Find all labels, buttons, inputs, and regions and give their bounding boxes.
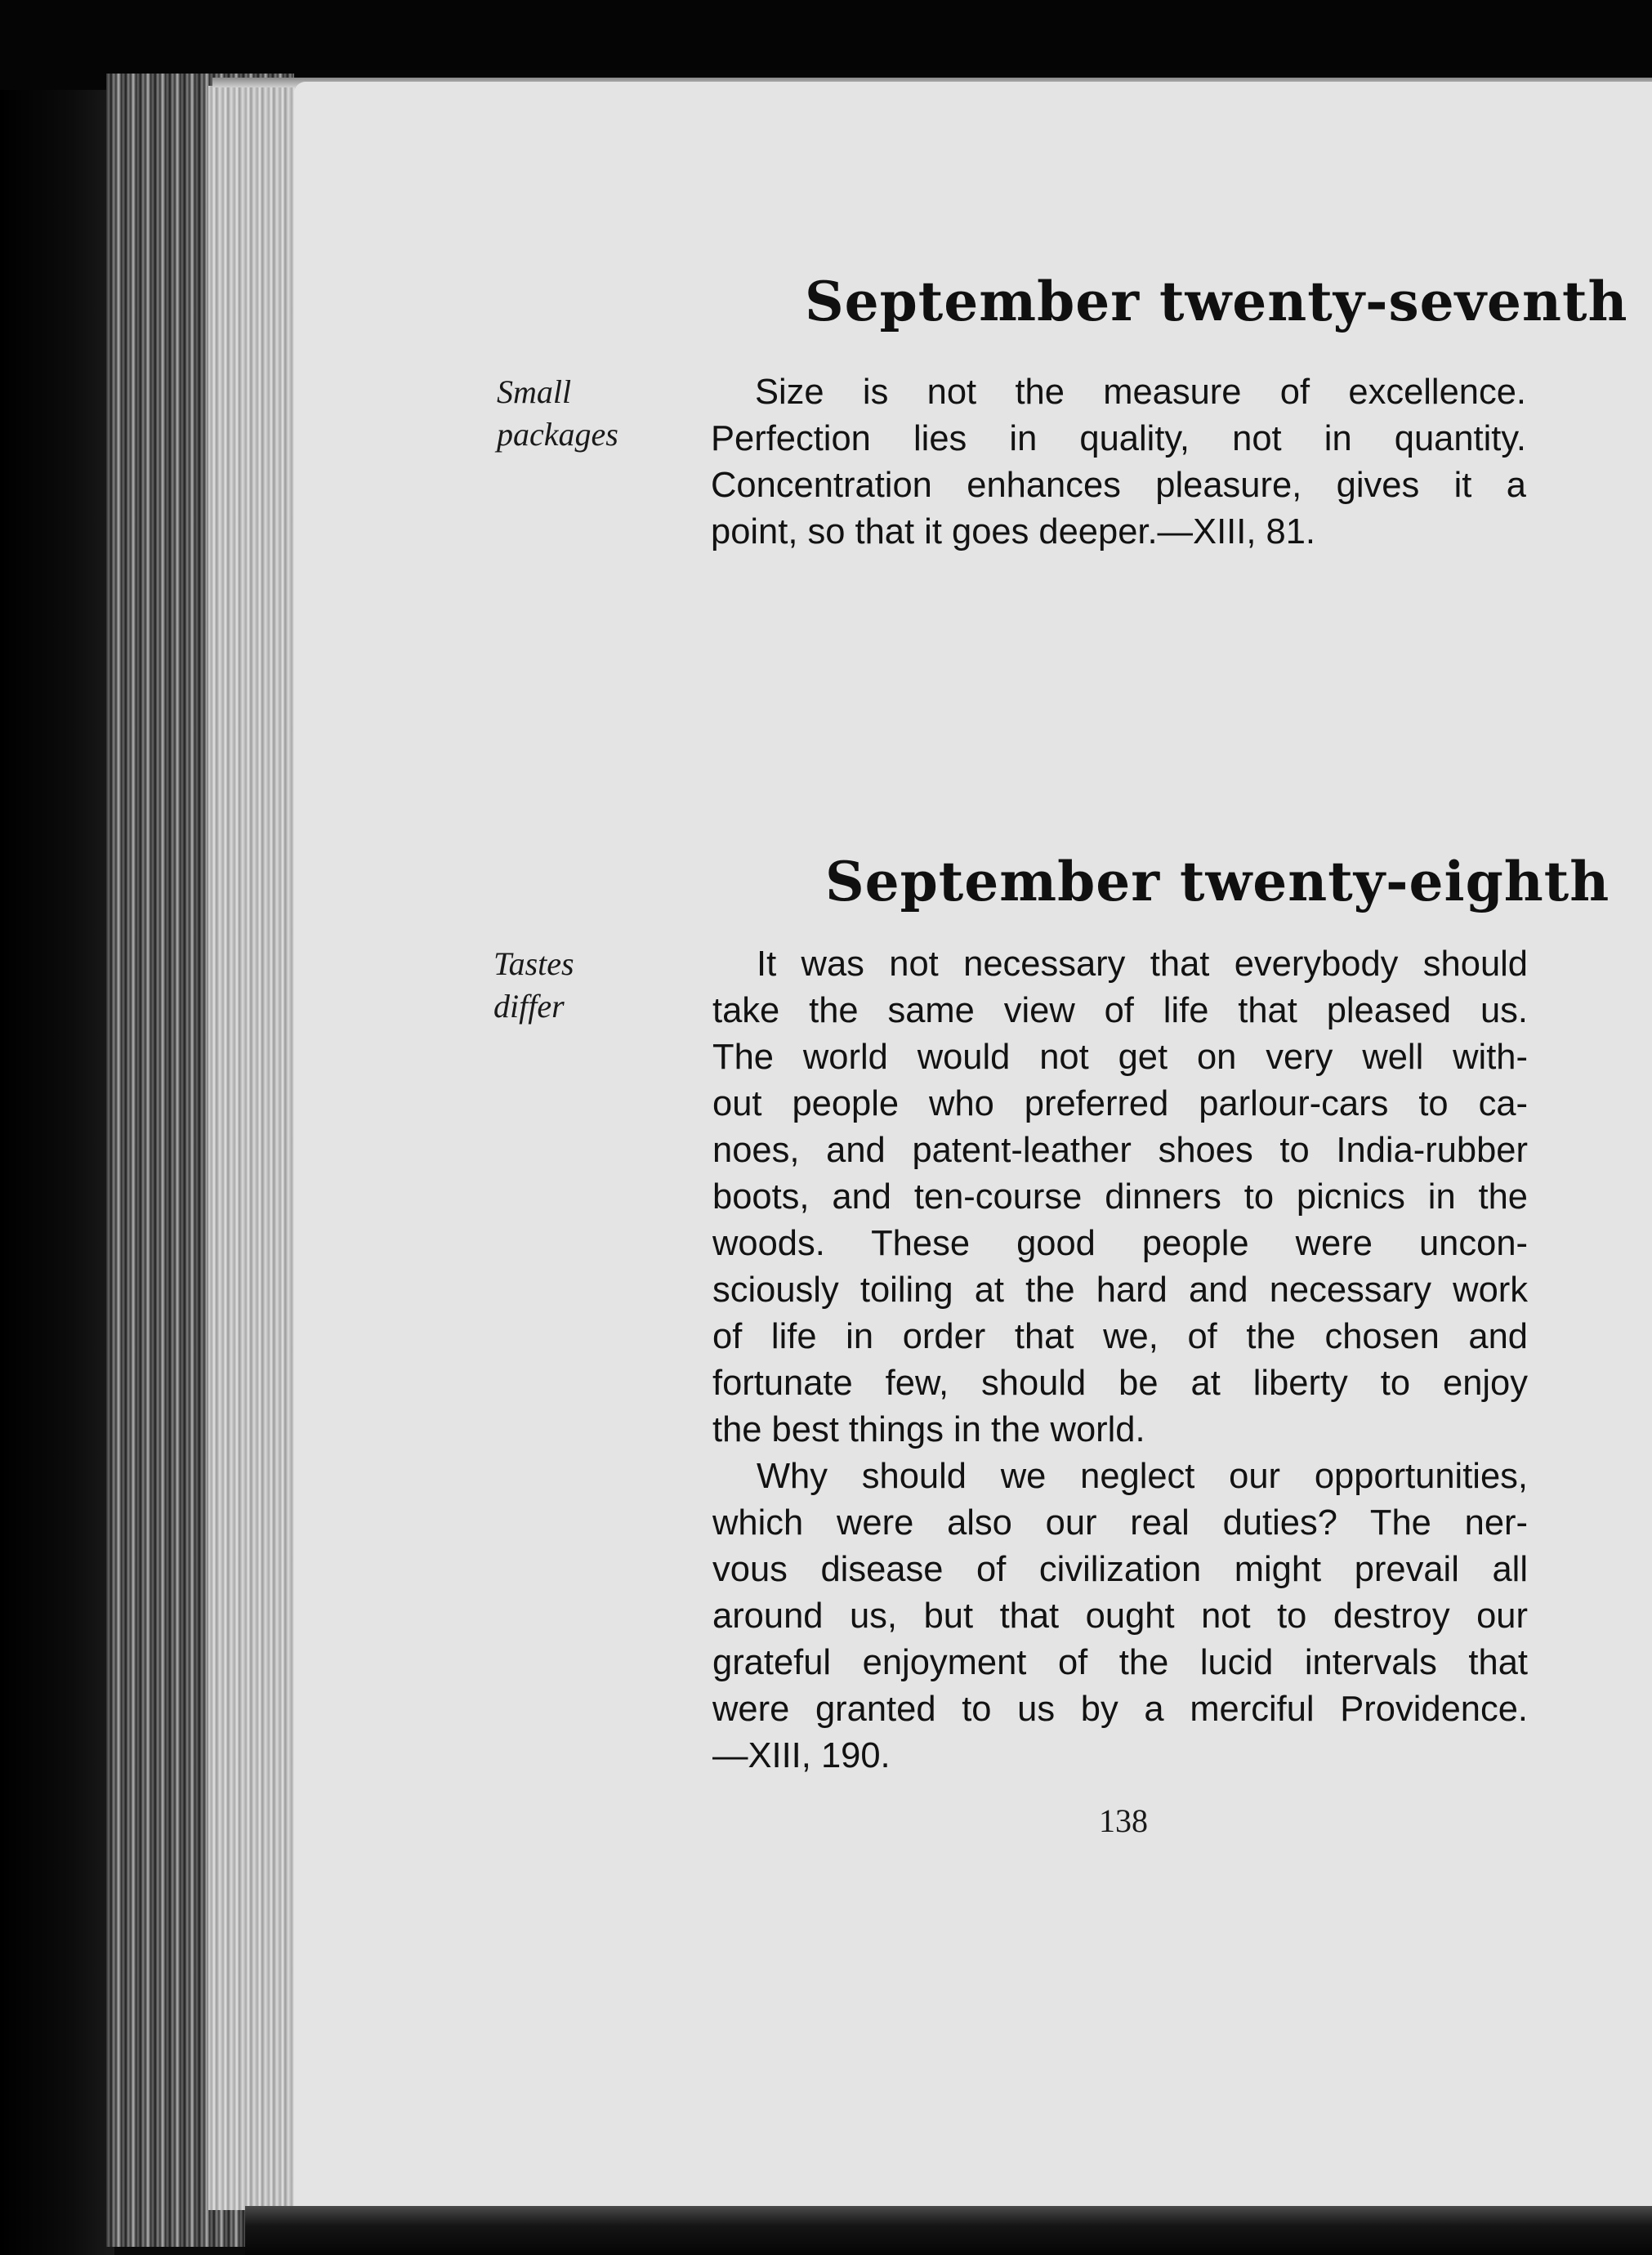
entry-body (712, 941, 1528, 1779)
text-line: were granted to us by a merciful Providence. (712, 1690, 1528, 1729)
entry-title: September twenty-eighth (825, 850, 1610, 913)
text-line: around us, but that ought not to destroy our (712, 1596, 1528, 1636)
text-line: Size is not the measure of excellence. (755, 373, 1526, 412)
book-page-stack (208, 86, 298, 2210)
text-line: fortunate few, should be at liberty to enjoy (712, 1364, 1528, 1403)
text-line: noes, and patent-leather shoes to India-rubber (712, 1131, 1528, 1170)
text-line: the best things in the world. (712, 1410, 1145, 1449)
text-line: woods. These good people were uncon- (712, 1224, 1528, 1263)
sidenote-line: Tastes (493, 945, 574, 982)
text-line: take the same view of life that pleased us. (712, 991, 1528, 1030)
entry-title: September twenty-seventh (805, 270, 1628, 333)
text-line: of life in order that we, of the chosen and (712, 1317, 1528, 1356)
entry-body (711, 369, 1526, 556)
text-line: Concentration enhances pleasure, gives it a (711, 466, 1526, 505)
text-line: boots, and ten-course dinners to picnics in the (712, 1177, 1528, 1217)
sidenote-line: Small (497, 373, 572, 410)
text-line: vous disease of civilization might prevail all (712, 1550, 1528, 1589)
sidenote (493, 943, 574, 1028)
sidenote-line: differ (493, 988, 565, 1025)
page-bottom-edge (245, 2206, 1652, 2255)
scan-shadow-left (0, 0, 114, 2255)
text-line: out people who preferred parlour-cars to ca- (712, 1084, 1528, 1123)
text-line: grateful enjoyment of the lucid intervals that (712, 1643, 1528, 1682)
text-line: Why should we neglect our opportunities, (757, 1457, 1528, 1496)
text-line: point, so that it goes deeper.—XIII, 81. (711, 512, 1315, 551)
sidenote-line: packages (497, 416, 618, 453)
text-line: It was not necessary that everybody should (757, 944, 1528, 984)
text-line: The world would not get on very well with- (712, 1038, 1528, 1077)
sidenote (497, 371, 618, 456)
text-line: sciously toiling at the hard and necessary work (712, 1270, 1528, 1310)
text-line: Perfection lies in quality, not in quantity. (711, 419, 1526, 458)
text-line: which were also our real duties? The ner- (712, 1503, 1528, 1543)
text-line: —XIII, 190. (712, 1736, 891, 1775)
page-number: 138 (1099, 1802, 1148, 1839)
